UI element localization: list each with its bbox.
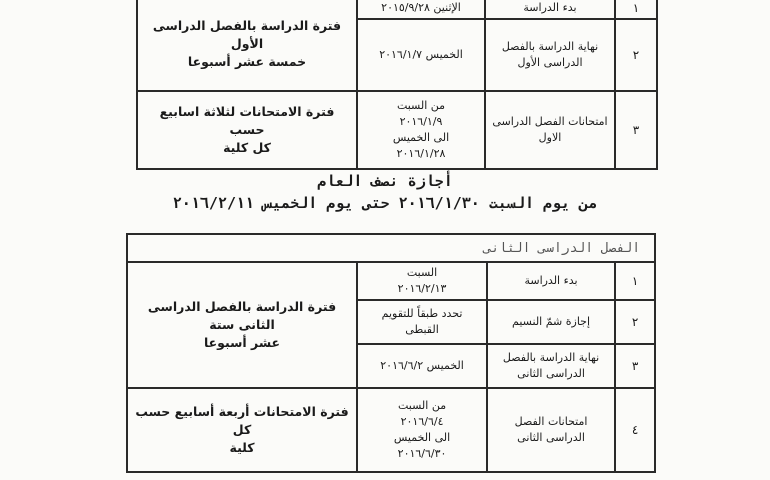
table-row (137, 91, 657, 169)
row-item: امتحانات الفصل الدراسى الاول (485, 91, 615, 169)
row-number: ٣ (615, 91, 657, 169)
row-number: ١ (615, 0, 657, 19)
row-date: الإثنين ٢٠١٥/٩/٢٨ (357, 0, 485, 19)
row-number: ٢ (615, 19, 657, 91)
table-row (137, 0, 657, 19)
row-item: بدء الدراسة (487, 262, 615, 300)
table-header-row (127, 234, 655, 262)
row-item: بدء الدراسة (485, 0, 615, 19)
table-row (127, 262, 655, 300)
first-semester-table (136, 0, 658, 170)
row-date: السبت ٢٠١٦/٢/١٣ (357, 262, 487, 300)
exam-period-note: فترة الامتحانات أربعة أسابيع حسب كل كلية (127, 388, 357, 472)
row-date: من السبت ٢٠١٦/١/٩ الى الخميس ٢٠١٦/١/٢٨ (357, 91, 485, 169)
exam-period-note: فترة الامتحانات لثلاثة اسابيع حسب كل كلية (137, 91, 357, 169)
second-semester-table (126, 233, 656, 473)
midyear-vacation-dates: من يوم السبت ٢٠١٦/١/٣٠ حتى يوم الخميس ٢٠١٦/٢/١١ (172, 194, 598, 212)
study-period-note: فترة الدراسة بالفصل الدراسى الثانى ستة عشر أسبوعا (127, 262, 357, 388)
row-number: ٤ (615, 388, 655, 472)
row-date: تحدد طبقاً للتقويم القبطى (357, 300, 487, 344)
row-number: ١ (615, 262, 655, 300)
row-item: امتحانات الفصل الدراسى الثانى (487, 388, 615, 472)
row-date: من السبت ٢٠١٦/٦/٤ الى الخميس ٢٠١٦/٦/٣٠ (357, 388, 487, 472)
second-semester-header: الفصل الدراسى الثانى (127, 234, 655, 262)
row-date: الخميس ٢٠١٦/٦/٢ (357, 344, 487, 388)
study-period-note: فترة الدراسة بالفصل الدراسى الأول خمسة عشر أسبوعا (137, 0, 357, 91)
table-row (127, 388, 655, 472)
row-item: نهاية الدراسة بالفصل الدراسى الثانى (487, 344, 615, 388)
row-number: ٣ (615, 344, 655, 388)
row-item: نهاية الدراسة بالفصل الدراسى الأول (485, 19, 615, 91)
midyear-vacation-title: أجازة نصف العام (317, 172, 453, 190)
row-number: ٢ (615, 300, 655, 344)
row-date: الخميس ٢٠١٦/١/٧ (357, 19, 485, 91)
row-item: إجازة شمّ النسيم (487, 300, 615, 344)
